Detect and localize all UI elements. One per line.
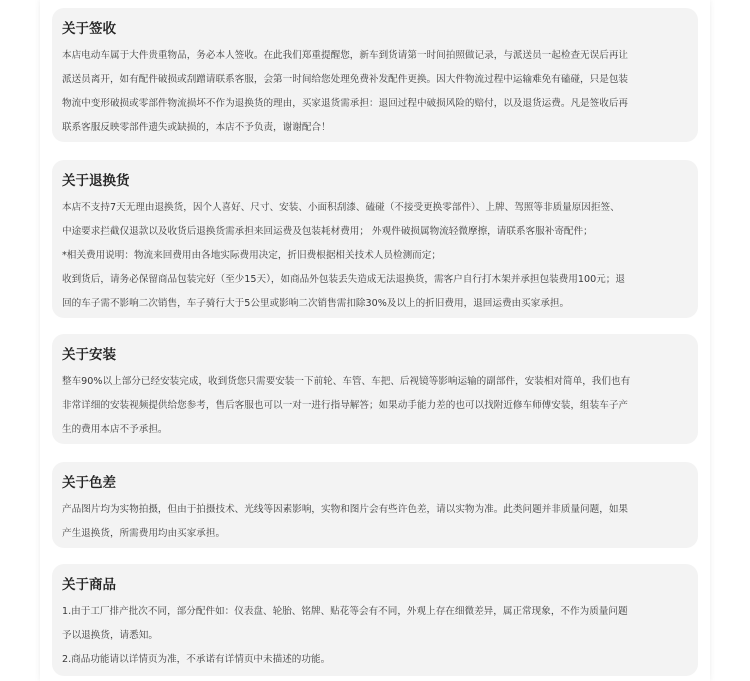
section-text-line: 收到货后，请务必保留商品包装完好（至少15天），如商品外包装丢失造成无法退换货，需客户自行打木架并承担包装费用100元；退: [62, 274, 625, 285]
section-card-color-difference: [52, 462, 698, 548]
section-title: 关于签收: [62, 21, 116, 37]
section-text-line: 非常详细的安装视频提供给您参考，售后客服也可以一对一进行指导解答；如果动手能力差的也可以找附近修车师傅安装，组装车子产: [62, 400, 629, 411]
section-text-line: 派送员离开，如有配件破损或刮蹭请联系客服，会第一时间给您处理免费补发配件更换。因大件物流过程中运输难免有磕碰，只是包装: [62, 74, 629, 85]
section-text-line: 联系客服反映零部件遗失或缺损的，本店不予负责，谢谢配合！: [62, 122, 331, 133]
section-card-signing: [52, 8, 698, 142]
section-title: 关于退换货: [62, 173, 130, 189]
section-text-line: 中途要求拦截仅退款以及收货后退换货需承担来回运费及包装耗材费用； 外观件破损属物流轻微摩擦，请联系客服补寄配件；: [62, 226, 593, 237]
section-text-line: 生的费用本店不予承担。: [62, 424, 168, 435]
section-text-line: 产生退换货，所需费用均由买家承担。: [62, 528, 226, 539]
section-card-installation: [52, 334, 698, 444]
section-card-returns: [52, 160, 698, 318]
section-text-line: 回的车子需不影响二次销售，车子骑行大于5公里或影响二次销售需扣除30%及以上的折旧费用，退回运费由买家承担。: [62, 298, 570, 309]
section-text-line: 2.商品功能请以详情页为准，不承诺有详情页中未描述的功能。: [62, 654, 331, 665]
section-text-line: 本店不支持7天无理由退换货，因个人喜好、尺寸、安装、小面积刮漆、磕碰（不接受更换零部件）、上牌、驾照等非质量原因拒签、: [62, 202, 620, 213]
section-text-line: 整车90%以上部分已经安装完成，收到货您只需要安装一下前轮、车管、车把、后视镜等影响运输的副部件，安装相对简单，我们也有: [62, 376, 631, 387]
section-title: 关于安装: [62, 347, 116, 363]
section-title: 关于商品: [62, 577, 116, 593]
section-text-line: 产品图片均为实物拍摄，但由于拍摄技术、光线等因素影响，实物和图片会有些许色差，请以实物为准。此类问题并非质量问题，如果: [62, 504, 629, 515]
section-text-line: 1.由于工厂排产批次不同，部分配件如：仪表盘、轮胎、铭牌、贴花等会有不同，外观上存在细微差异，属正常现象，不作为质量问题: [62, 606, 628, 617]
section-text-line: *相关费用说明：物流来回费用由各地实际费用决定，折旧费根据相关技术人员检测而定；: [62, 250, 441, 261]
section-title: 关于色差: [62, 475, 116, 491]
section-text-line: 物流中变形破损或零部件物流损坏不作为退换货的理由，买家退货需承担：退回过程中破损风险的赔付，以及退货运费。凡是签收后再: [62, 98, 629, 109]
section-text-line: 本店电动车属于大件贵重物品，务必本人签收。在此我们郑重提醒您，新车到货请第一时间拍照做记录，与派送员一起检查无误后再让: [62, 50, 629, 61]
policy-page: [40, 0, 710, 681]
section-card-products: [52, 564, 698, 676]
section-text-line: 予以退换货，请悉知。: [62, 630, 158, 641]
